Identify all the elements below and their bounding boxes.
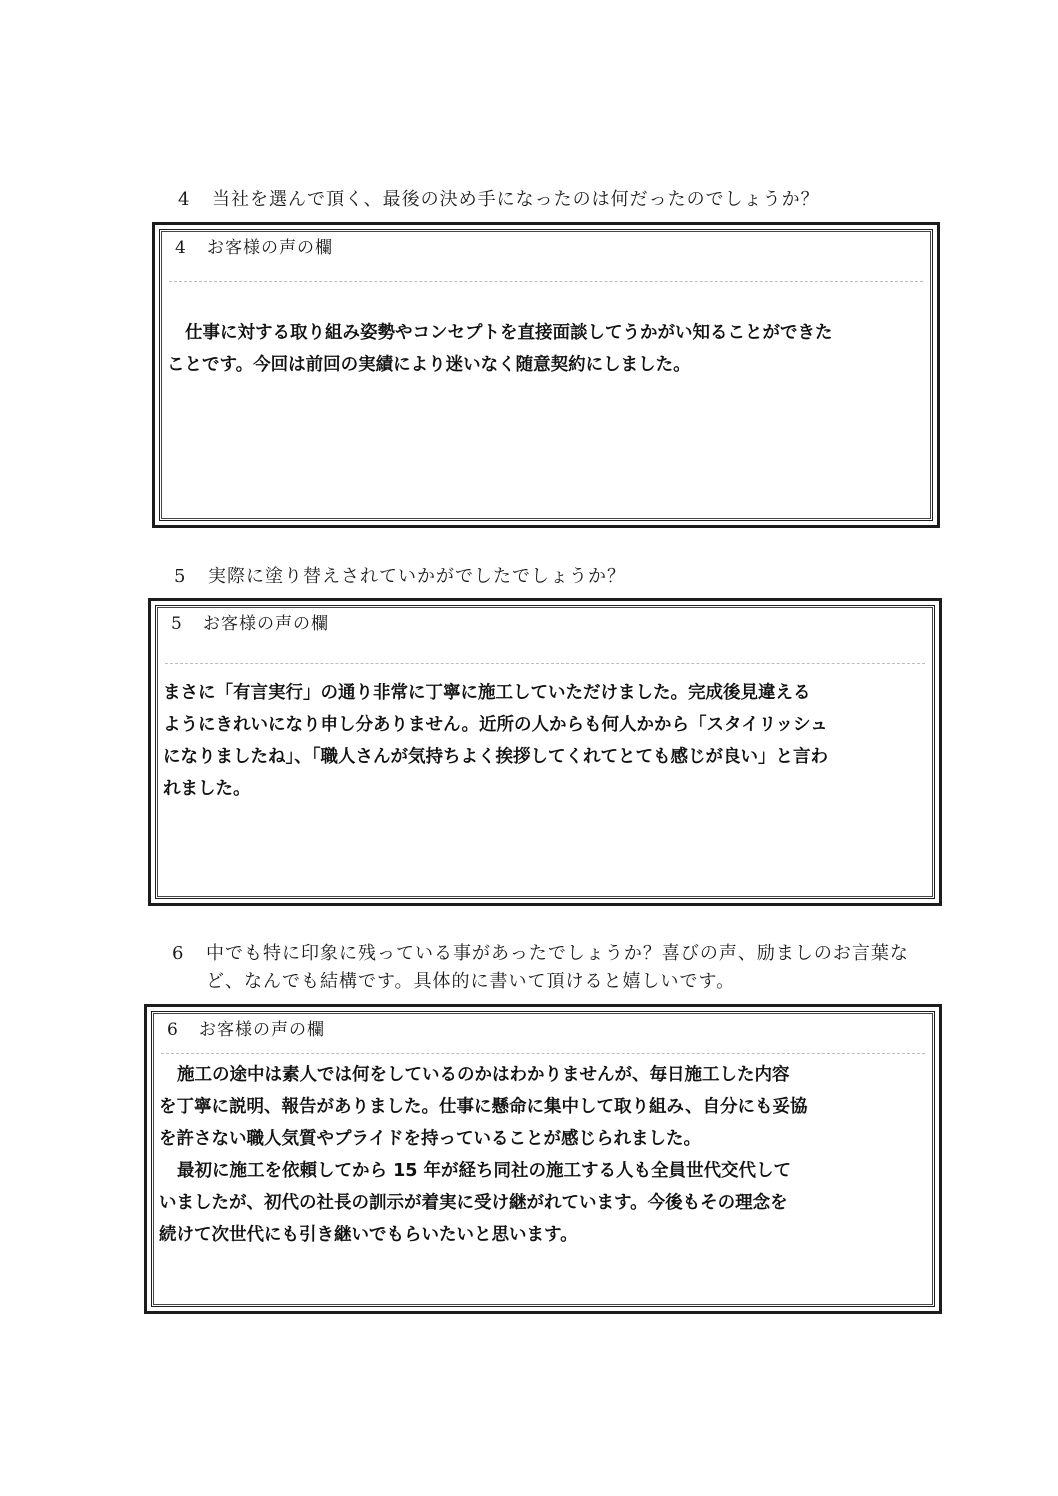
box-header [175,233,333,258]
question-4 [178,186,820,214]
answer-line: いましたが、初代の社長の訓示が着実に受け継がれています。今後もその理念を [159,1193,788,1213]
question-number: 6 [172,943,185,964]
answer-text [167,317,925,381]
box-number: 4 [175,238,187,258]
question-text-line2: ど、なんでも結構です。具体的に書いて頂けると嬉しいです。 [206,971,736,992]
answer-line: まさに「有言実行」の通り非常に丁寧に施工していただけました。完成後見違える [163,683,811,703]
answer-line: になりましたね」、「職人さんが気持ちよく挨拶してくれてとても感じが良い」と言わ [163,747,828,767]
answer-line: を丁寧に説明、報告がありました。仕事に懸命に集中して取り組み、自分にも妥協 [159,1097,808,1117]
box-header [167,1015,325,1040]
customer-voice-box-5 [148,598,942,906]
answer-line: 施工の途中は素人では何をしているのかはわかりませんが、毎日施工した内容 [177,1065,790,1085]
customer-voice-box-4 [152,222,940,528]
box-label: お客様の声の欄 [203,614,329,634]
answer-text [159,1059,927,1251]
answer-line: を許さない職人気質やプライドを持っていることが感じられました。 [159,1129,701,1149]
answer-line: れました。 [163,779,251,799]
answer-line: 最初に施工を依頼してから 15 年が経ち同社の施工する人も全員世代交代して [177,1161,792,1181]
answer-line: ようにきれいになり申し分ありません。近所の人からも何人かから「スタイリッシュ [163,715,828,735]
answer-line: 続けて次世代にも引き継いでもらいたいと思います。 [159,1225,578,1245]
box-label: お客様の声の欄 [199,1020,325,1040]
customer-voice-box-6 [144,1004,942,1314]
question-number: 4 [178,189,191,210]
answer-text [163,677,927,805]
box-label: お客様の声の欄 [207,238,333,258]
answer-line: 仕事に対する取り組み姿勢やコンセプトを直接面談してうかがい知ることができた [185,323,833,343]
question-number: 5 [174,566,187,587]
box-number: 5 [171,614,183,634]
box-divider [169,281,923,282]
box-divider [161,1053,925,1054]
box-divider [165,663,925,664]
answer-line: ことです。今回は前回の実績により迷いなく随意契約にしました。 [167,355,691,375]
question-text: 当社を選んで頂く、最後の決め手になったのは何だったのでしょうか？ [212,189,820,210]
box-header [171,609,329,634]
question-text: 中でも特に印象に残っている事があったでしょうか？喜びの声、励ましのお言葉な [206,943,909,964]
box-number: 6 [167,1020,179,1040]
question-6 [172,940,909,996]
question-text: 実際に塗り替えされていかがでしたでしょうか？ [208,566,626,587]
question-5 [174,563,626,591]
